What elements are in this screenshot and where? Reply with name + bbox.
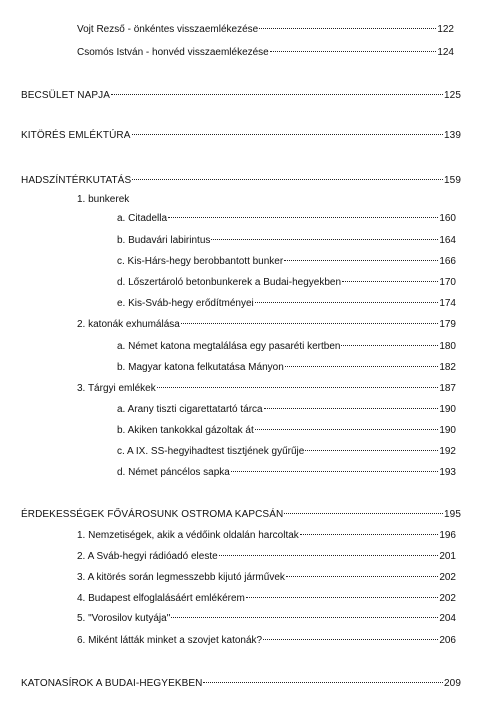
toc-section-title: KATONASÍROK A BUDAI-HEGYEKBEN [21, 678, 203, 689]
toc-entry-page: 125 [444, 90, 461, 101]
toc-section [21, 129, 461, 143]
toc-entry-page: 190 [439, 425, 456, 436]
toc-entry-page: 179 [439, 319, 456, 330]
dot-leader [255, 302, 439, 303]
toc-entry [117, 276, 456, 290]
toc-entry-page: 195 [444, 509, 461, 520]
dot-leader [157, 387, 439, 388]
toc-entry-title: 2. A Sváb-hegyi rádióadó eleste [77, 551, 218, 562]
toc-entry-title: b. Akiken tankokkal gázoltak át [117, 425, 254, 436]
toc-entry [77, 46, 454, 60]
toc-entry-page: 192 [439, 446, 456, 457]
toc-entry-page: 206 [439, 635, 456, 646]
dot-leader [181, 323, 438, 324]
toc-entry-title: d. Lőszertároló betonbunkerek a Budai-hegyekben [117, 277, 342, 288]
toc-section-title: BECSÜLET NAPJA [21, 90, 111, 101]
dot-leader [246, 597, 438, 598]
toc-entry-title: 1. Nemzetiségek, akik a védőink oldalán harcoltak [77, 530, 299, 541]
dot-leader [259, 28, 436, 29]
toc-entry-page: 190 [439, 404, 456, 415]
toc-entry-page: 196 [439, 530, 456, 541]
toc-section-title: HADSZÍNTÉRKUTATÁS [21, 175, 132, 186]
dot-leader [286, 576, 438, 577]
toc-entry-page: 204 [439, 613, 456, 624]
toc-entry-page: 202 [439, 593, 456, 604]
toc-subheading [77, 193, 456, 207]
toc-entry [117, 340, 456, 354]
toc-section [21, 174, 461, 188]
toc-entry-title: Vojt Rezső - önkéntes visszaemlékezése [77, 24, 259, 35]
dot-leader [264, 408, 439, 409]
dot-leader [284, 513, 443, 514]
dot-leader [132, 179, 443, 180]
toc-entry [77, 318, 456, 332]
toc-section [21, 508, 461, 522]
dot-leader [171, 617, 438, 618]
toc-entry-title: a. Arany tiszti cigarettatartó tárca [117, 404, 263, 415]
toc-entry-page: 193 [439, 467, 456, 478]
toc-entry-title: e. Kis-Sváb-hegy erődítményei [117, 298, 254, 309]
toc-entry-page: 139 [444, 130, 461, 141]
toc-entry-page: 187 [439, 383, 456, 394]
toc-entry-page: 164 [439, 235, 456, 246]
dot-leader [219, 555, 439, 556]
dot-leader [285, 366, 439, 367]
dot-leader [341, 345, 438, 346]
toc-entry-title: 5. "Vorosilov kutyája" [77, 613, 171, 624]
toc-entry [77, 592, 456, 606]
toc-entry [117, 361, 456, 375]
dot-leader [203, 682, 443, 683]
toc-entry [77, 571, 456, 585]
toc-entry-page: 170 [439, 277, 456, 288]
toc-entry-page: 174 [439, 298, 456, 309]
toc-entry-title: 3. A kitörés során legmesszebb kijutó járművek [77, 572, 285, 583]
toc-entry [77, 612, 456, 626]
toc-entry-title: b. Budavári labirintus [117, 235, 211, 246]
dot-leader [270, 51, 437, 52]
toc-entry [117, 403, 456, 417]
toc-entry [117, 255, 456, 269]
toc-entry [117, 466, 456, 480]
toc-entry [77, 382, 456, 396]
toc-entry-title: c. A IX. SS-hegyihadtest tisztjének gyűrűje [117, 446, 305, 457]
dot-leader [211, 239, 438, 240]
toc-entry [117, 445, 456, 459]
toc-entry-title: c. Kis-Hárs-hegy berobbantott bunker [117, 256, 284, 267]
dot-leader [255, 429, 439, 430]
toc-entry-page: 160 [439, 213, 456, 224]
toc-entry-title: b. Magyar katona felkutatása Mányon [117, 362, 284, 373]
toc-entry-title: 4. Budapest elfoglalásáért emlékérem [77, 593, 245, 604]
toc-entry-title: 6. Miként látták minket a szovjet katonák? [77, 635, 263, 646]
dot-leader [168, 217, 438, 218]
toc-entry [117, 212, 456, 226]
dot-leader [111, 94, 443, 95]
toc-entry-title: 3. Tárgyi emlékek [77, 383, 156, 394]
toc-entry [77, 634, 456, 648]
toc-entry-page: 159 [444, 175, 461, 186]
dot-leader [305, 450, 438, 451]
toc-entry [77, 550, 456, 564]
toc-entry-page: 180 [439, 341, 456, 352]
toc-entry-title: Csomós István - honvéd visszaemlékezése [77, 47, 269, 58]
toc-entry [117, 234, 456, 248]
dot-leader [132, 134, 444, 135]
dot-leader [342, 281, 438, 282]
toc-section [21, 89, 461, 103]
dot-leader [300, 534, 439, 535]
toc-entry-title: a. Citadella [117, 213, 168, 224]
toc-section-title: KITÖRÉS EMLÉKTÚRA [21, 130, 131, 141]
toc-entry [77, 529, 456, 543]
dot-leader [284, 260, 438, 261]
toc-entry [77, 23, 454, 37]
toc-entry-page: 201 [439, 551, 456, 562]
toc-entry-title: a. Német katona megtalálása egy pasaréti kertben [117, 341, 341, 352]
toc-entry [117, 424, 456, 438]
toc-section-title: ÉRDEKESSÉGEK FŐVÁROSUNK OSTROMA KAPCSÁN [21, 509, 284, 520]
dot-leader [263, 639, 438, 640]
toc-entry-title: 1. bunkerek [77, 194, 130, 205]
toc-entry-page: 122 [437, 24, 454, 35]
toc-entry-page: 182 [439, 362, 456, 373]
toc-entry-title: d. Német páncélos sapka [117, 467, 230, 478]
dot-leader [231, 471, 438, 472]
toc-entry-page: 124 [437, 47, 454, 58]
toc-entry-page: 209 [444, 678, 461, 689]
toc-entry-page: 166 [439, 256, 456, 267]
toc-entry [117, 297, 456, 311]
toc-entry-title: 2. katonák exhumálása [77, 319, 180, 330]
toc-section [21, 677, 461, 691]
toc-entry-page: 202 [439, 572, 456, 583]
